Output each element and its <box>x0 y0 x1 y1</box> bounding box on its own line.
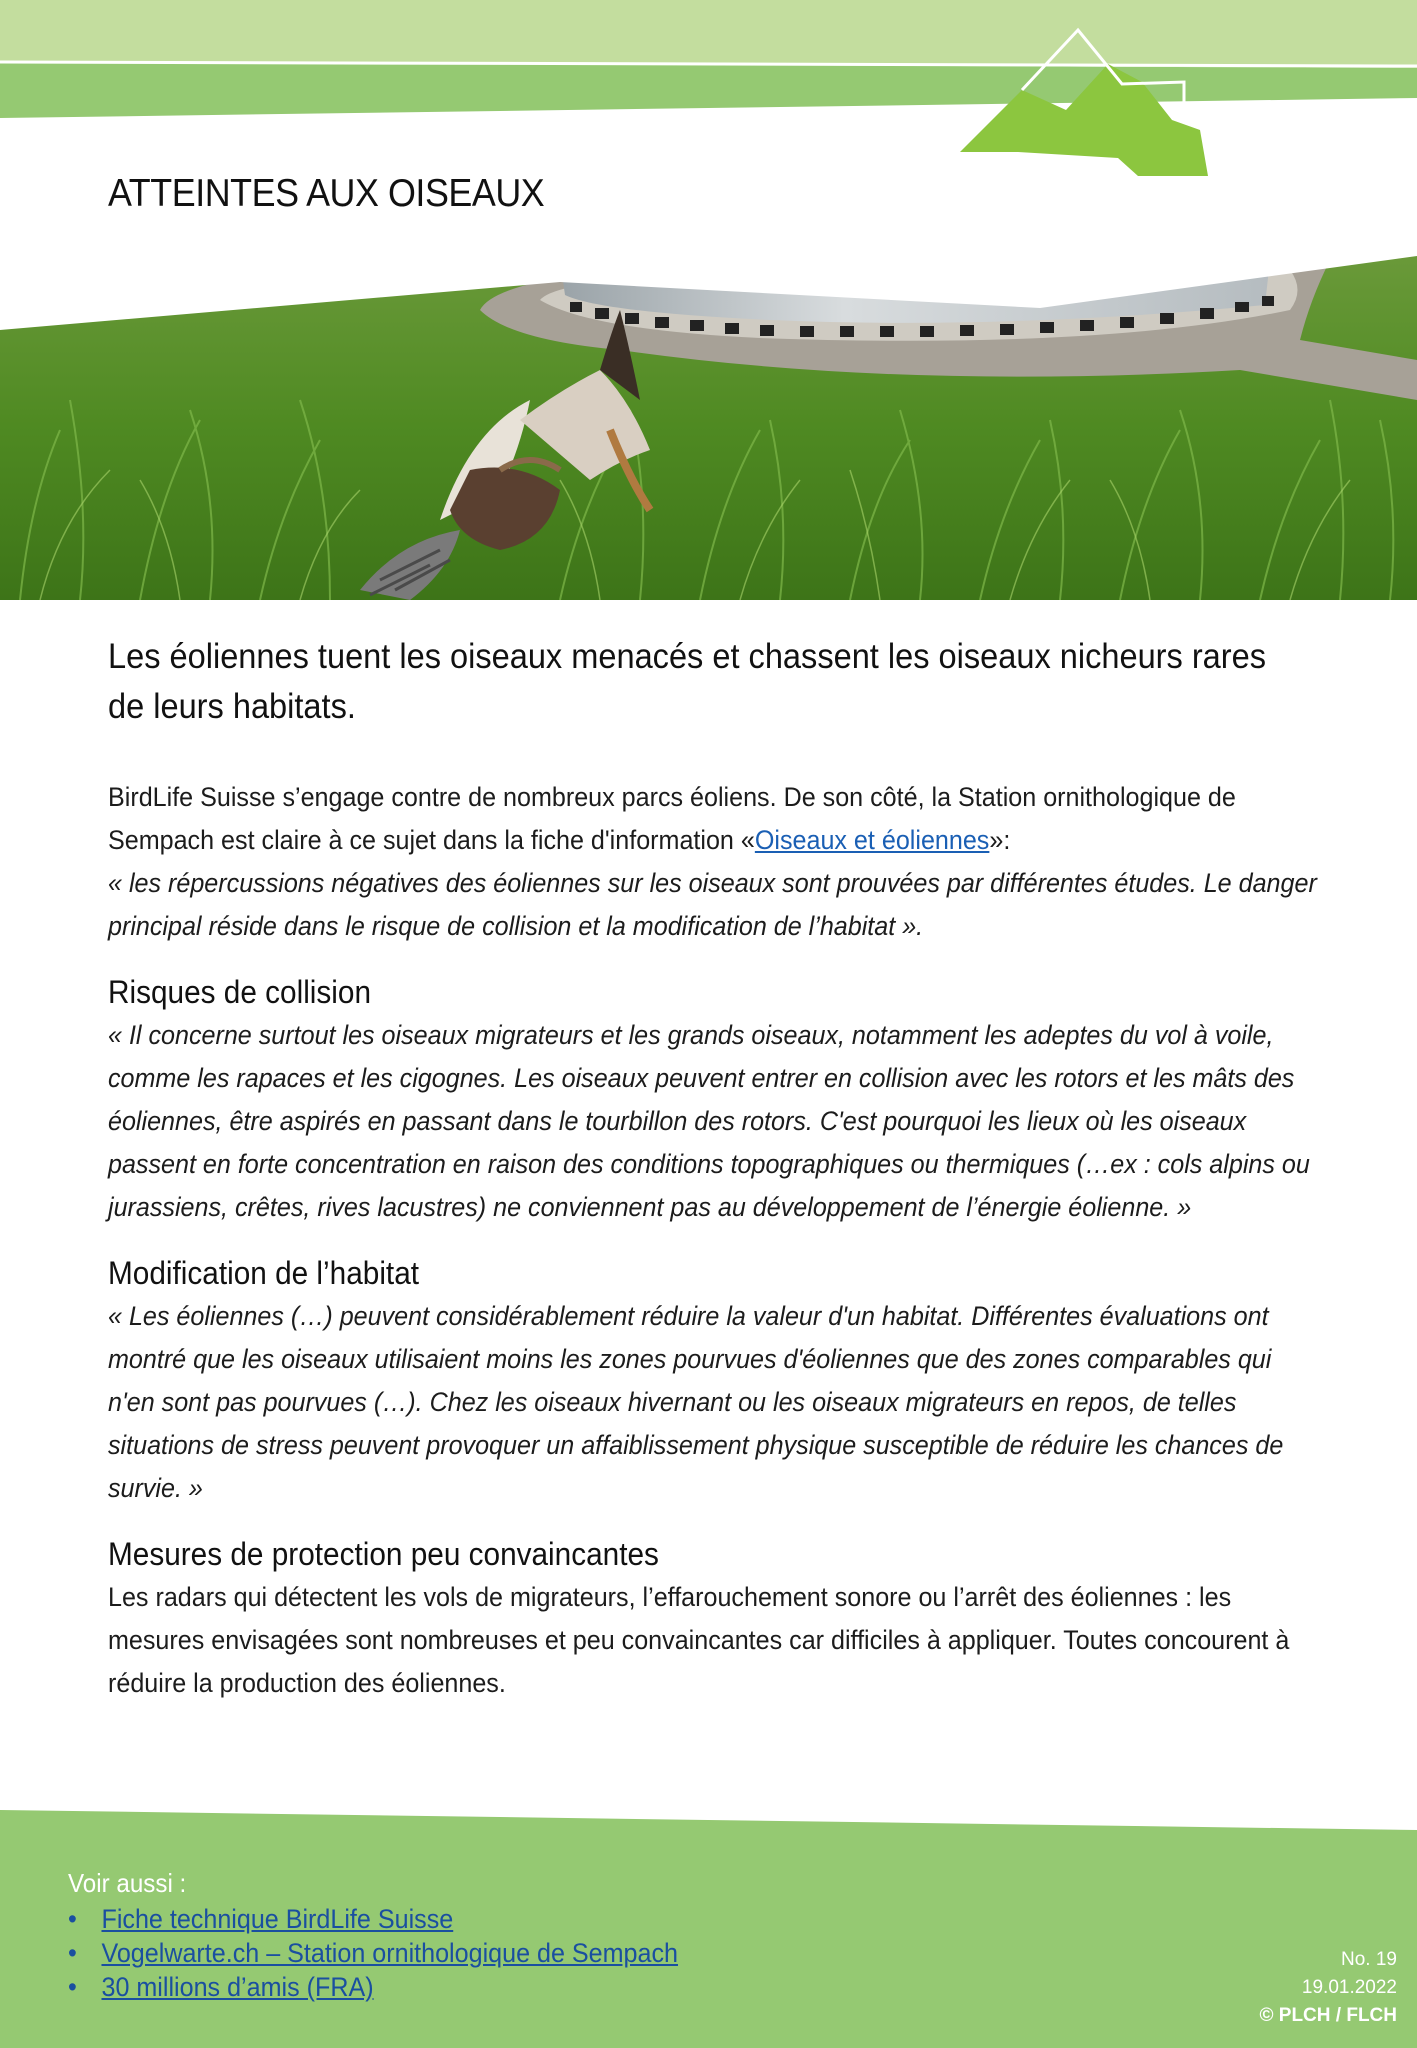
intro-quote: « les répercussions négatives des éoliennes sur les oiseaux sont prouvées par différentes études. Le danger principal réside dans le risque de collision et la modification de l’habitat ». <box>108 868 1317 941</box>
list-item <box>68 1902 678 1936</box>
issue-date: 19.01.2022 <box>1301 1977 1397 1998</box>
section-habitat-text: « Les éoliennes (…) peuvent considérablement réduire la valeur d'un habitat. Différentes évaluations ont montré que les oiseaux utilisaient moins les zones pourvues d'éoliennes que des zones comparables qui n'en sont pas pourvues (…). Chez les oiseaux hivernant ou les oiseaux migrateurs en repos, de telles situations de stress peuvent provoquer un affaiblissement physique susceptible de réduire les chances de survie. » <box>108 1301 1284 1503</box>
bullet: • <box>68 1904 77 1934</box>
section-habitat-title: Modification de l’habitat <box>108 1255 420 1291</box>
section-collision-text: « Il concerne surtout les oiseaux migrateurs et les grands oiseaux, notamment les adeptes du vol à voile, comme les rapaces et les cigognes. Les oiseaux peuvent entrer en collision avec les rotors et les mâts des éoliennes, être aspirés en passant dans le tourbillon des rotors. C'est pourquoi les lieux où les oiseaux passent en forte concentration en raison des conditions topographiques ou thermiques (…ex : cols alpins ou jurassiens, crêtes, rives lacustres) ne conviennent pas au développement de l’énergie éolienne. » <box>108 1020 1310 1222</box>
intro-text: BirdLife Suisse s’engage contre de nombreux parcs éoliens. De son côté, la Station ornithologique de Sempach est claire à ce sujet dans la fiche d'information « <box>108 782 1236 855</box>
document-meta <box>1260 1946 1398 2030</box>
intro-paragraph <box>108 776 1317 948</box>
oiseaux-eoliennes-link[interactable]: Oiseaux et éoliennes <box>754 825 990 855</box>
see-also-label: Voir aussi : <box>68 1868 187 1898</box>
list-item <box>68 1970 678 2004</box>
photo-top-edge-right <box>958 180 1278 280</box>
vogelwarte-link[interactable]: Vogelwarte.ch – Station ornithologique de Sempach <box>101 1938 679 1968</box>
copyright: © PLCH / FLCH <box>1259 2005 1397 2026</box>
section-protection-text: Les radars qui détectent les vols de migrateurs, l’effarouchement sonore ou l’arrêt des éoliennes : les mesures envisagées sont nombreuses et peu convaincantes car difficiles à appliquer. Toutes concourent à réduire la production des éoliennes. <box>108 1582 1290 1698</box>
list-item <box>68 1936 678 1970</box>
article-subtitle: Les éoliennes tuent les oiseaux menacés et chassent les oiseaux nicheurs rares de leurs habitats. <box>108 637 1267 726</box>
bullet: • <box>68 1972 77 2002</box>
section-protection-title: Mesures de protection peu convaincantes <box>108 1536 659 1572</box>
section-collision-title: Risques de collision <box>108 974 372 1010</box>
bullet: • <box>68 1938 77 1968</box>
article-body <box>108 632 1318 1705</box>
issue-number: No. 19 <box>1341 1949 1397 1970</box>
30-millions-link[interactable]: 30 millions d’amis (FRA) <box>101 1972 374 2002</box>
page-title: ATTEINTES AUX OISEAUX <box>108 172 545 215</box>
birdlife-link[interactable]: Fiche technique BirdLife Suisse <box>101 1904 454 1934</box>
intro-text-end: »: <box>989 825 1011 855</box>
see-also-list <box>68 1902 678 2004</box>
